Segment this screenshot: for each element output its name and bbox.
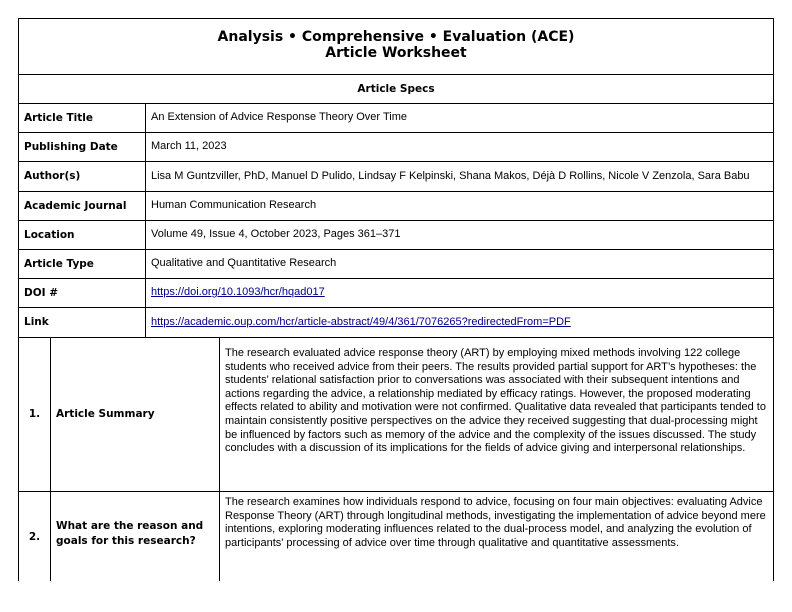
q1-answer-text: The research evaluated advice response theory (ART) by employing mixed methods involving 122 college students who received advice from their peers. The results provided partial support for ART’s hypotheses: the students' relational satisfaction prior to conversations was associated with their subsequent intentions and actions regarding the advice, a relationship mediated by efficacy ratings. However, the proposed moderating effects related to ability and motivation were not confirmed. Qualitative data revealed that participants tended to maintain consistently positive perspectives on the advice they received suggesting that dual-processing might be influenced by factors such as memory of the advice and the complexity of the issues discussed. The study concludes with a discussion of its implications for the fields of advice giving and interpersonal relationships.: [225, 347, 766, 455]
spec-label-publishing-date: [18, 132, 146, 162]
spec-value-text: Qualitative and Quantitative Research: [151, 257, 337, 269]
q2-label-text: What are the reason and goals for this research?: [56, 519, 204, 547]
specs-heading-text: Article Specs: [357, 83, 435, 95]
q2-number-text: 2.: [28, 530, 41, 543]
q2-number: [18, 491, 51, 581]
spec-value-text: Lisa M Guntzviller, PhD, Manuel D Pulido, Lindsay F Kelpinski, Shana Makos, Déjà D Rollins, Nicole V Zenzola, Sara Babu: [151, 169, 750, 182]
spec-value-text: An Extension of Advice Response Theory Over Time: [151, 111, 407, 123]
spec-value-author-s: [145, 161, 774, 192]
title-line-1: Analysis • Comprehensive • Evaluation (ACE): [217, 29, 575, 45]
spec-label-text: Location: [24, 228, 75, 241]
q1-answer: [219, 337, 774, 492]
spec-value-link: [145, 307, 774, 338]
spec-value-academic-journal: [145, 191, 774, 221]
spec-label-article-type: [18, 249, 146, 279]
spec-label-text: DOI #: [24, 286, 59, 299]
spec-label-location: [18, 220, 146, 250]
spec-value-publishing-date: [145, 132, 774, 162]
worksheet-title-box: [18, 18, 774, 75]
spec-label-text: Link: [24, 316, 49, 328]
spec-value-doi: [145, 278, 774, 308]
spec-value-location: [145, 220, 774, 250]
spec-label-text: Article Title: [24, 111, 94, 124]
q1-number: [18, 337, 51, 492]
spec-label-text: Author(s): [24, 170, 81, 182]
title-line-2: Article Worksheet: [325, 45, 467, 61]
spec-value-article-title: [145, 103, 774, 133]
spec-label-doi: [18, 278, 146, 308]
spec-label-text: Academic Journal: [24, 199, 127, 212]
spec-label-academic-journal: [18, 191, 146, 221]
q1-number-text: 1.: [28, 408, 41, 420]
spec-label-link: [18, 307, 146, 338]
spec-label-author-s: [18, 161, 146, 192]
q2-answer-text: The research examines how individuals respond to advice, focusing on four main objectives: evaluating Advice Response Theory (ART) through longitudinal methods, investigating the implementation of advice beyond mere intentions, exploring moderating influences related to the dual-process model, and analyzing the evolution of participants' processing of advice over time through qualitative and quantitative assessments.: [225, 496, 766, 549]
article-link[interactable]: https://academic.oup.com/hcr/article-abstract/49/4/361/7076265?redirectedFrom=PDF: [151, 315, 571, 328]
q1-label-text: Article Summary: [56, 408, 155, 420]
q2-answer: [219, 491, 774, 581]
spec-label-text: Publishing Date: [24, 140, 118, 153]
spec-value-article-type: [145, 249, 774, 279]
spec-value-text: Volume 49, Issue 4, October 2023, Pages 361–371: [151, 228, 401, 240]
doi-link[interactable]: https://doi.org/10.1093/hcr/hqad017: [151, 286, 325, 298]
q1-label: [50, 337, 220, 492]
specs-heading: [18, 74, 774, 104]
spec-label-text: Article Type: [24, 257, 94, 270]
q2-label: [50, 491, 220, 581]
spec-value-text: March 11, 2023: [151, 140, 227, 152]
spec-label-article-title: [18, 103, 146, 133]
spec-value-text: Human Communication Research: [151, 199, 317, 211]
